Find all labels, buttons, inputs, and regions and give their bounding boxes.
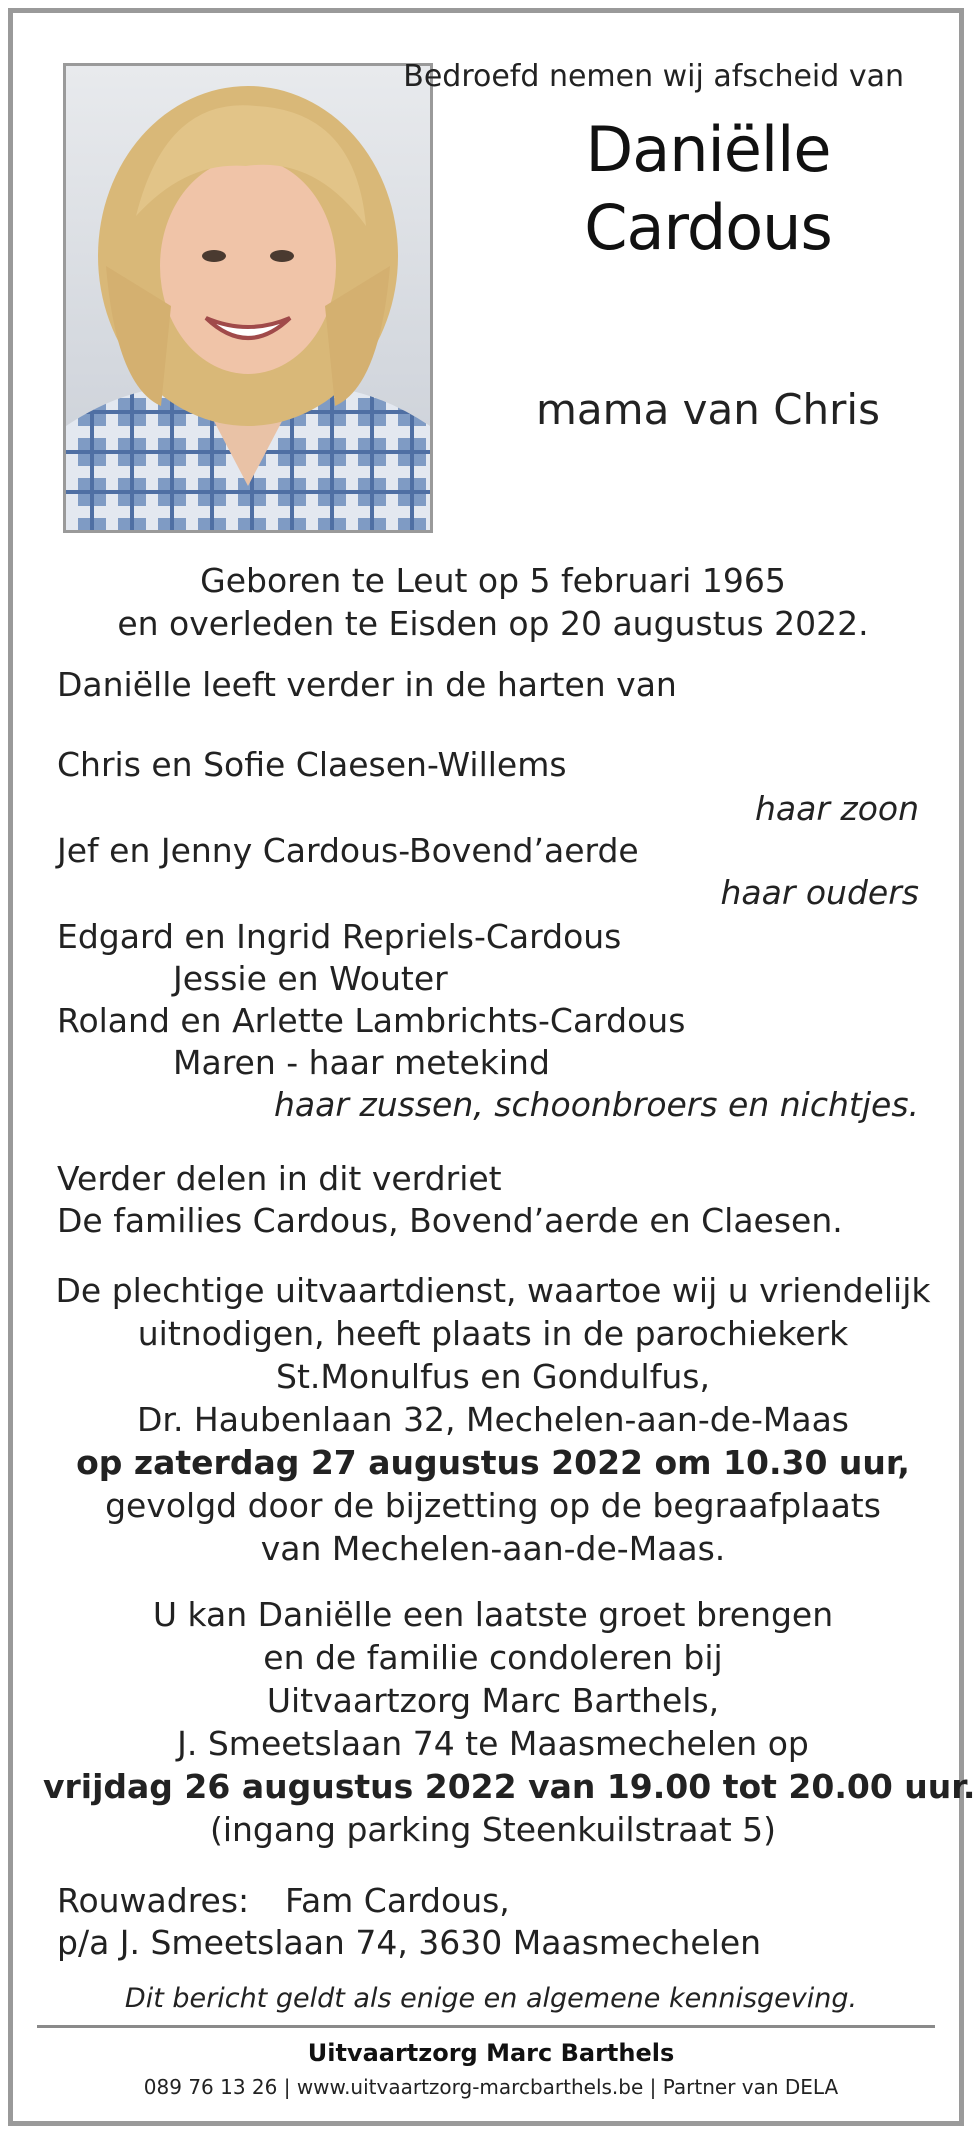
son-role: haar zoon xyxy=(754,789,919,828)
service-line-2: uitnodigen, heeft plaats in de parochiekerk xyxy=(137,1314,849,1353)
address-name: Fam Cardous, xyxy=(285,1881,510,1920)
visit-date: vrijdag 26 augustus 2022 van 19.00 tot 20.00 uur. xyxy=(43,1767,976,1806)
service-line-3: St.Monulfus en Gondulfus, xyxy=(276,1357,710,1396)
first-name: Daniëlle xyxy=(585,113,831,186)
footer-divider xyxy=(37,2025,935,2028)
son-names: Chris en Sofie Claesen-Willems xyxy=(57,745,567,784)
further-line-2: De families Cardous, Bovend’aerde en Claesen. xyxy=(57,1201,843,1240)
birth-death xyxy=(43,559,943,645)
sister2-kids: Maren - haar metekind xyxy=(173,1043,550,1082)
service-line-7: van Mechelen-aan-de-Maas. xyxy=(260,1529,726,1568)
parents-role: haar ouders xyxy=(720,873,919,912)
footer-company: Uitvaartzorg Marc Barthels xyxy=(307,2039,675,2067)
visit-line-1: U kan Daniëlle een laatste groet brengen xyxy=(152,1595,834,1634)
service-line-1: De plechtige uitvaartdienst, waartoe wij u vriendelijk xyxy=(55,1271,931,1310)
sisters-role: haar zussen, schoonbroers en nichtjes. xyxy=(274,1085,919,1124)
sister2-names: Roland en Arlette Lambrichts-Cardous xyxy=(57,1001,686,1040)
service-line-4: Dr. Haubenlaan 32, Mechelen-aan-de-Maas xyxy=(137,1400,849,1439)
visit-line-3: Uitvaartzorg Marc Barthels, xyxy=(266,1681,720,1720)
service-date: op zaterdag 27 augustus 2022 om 10.30 uur, xyxy=(76,1443,910,1482)
visit-block xyxy=(43,1593,976,1851)
sister1-names: Edgard en Ingrid Repriels-Cardous xyxy=(57,917,622,956)
visit-line-2: en de familie condoleren bij xyxy=(263,1638,723,1677)
birth-line: Geboren te Leut op 5 februari 1965 xyxy=(200,561,786,600)
portrait-photo xyxy=(63,63,433,533)
obituary-card xyxy=(8,8,976,2126)
address-label: Rouwadres: xyxy=(57,1881,250,1920)
relation-text: mama van Chris xyxy=(536,385,880,434)
footer-info: 089 76 13 26 | www.uitvaartzorg-marcbarthels.be | Partner van DELA xyxy=(143,2075,839,2099)
portrait-image xyxy=(66,66,430,530)
notice-text: Dit bericht geldt als enige en algemene kennisgeving. xyxy=(124,1983,858,2014)
lives-on-text: Daniëlle leeft verder in de harten van xyxy=(57,665,677,704)
visit-line-4: J. Smeetslaan 74 te Maasmechelen op xyxy=(177,1724,809,1763)
visit-line-6: (ingang parking Steenkuilstraat 5) xyxy=(209,1810,777,1849)
further-line-1: Verder delen in dit verdriet xyxy=(57,1159,502,1198)
parents-names: Jef en Jenny Cardous-Bovend’aerde xyxy=(57,831,639,870)
sister1-kids: Jessie en Wouter xyxy=(173,959,448,998)
address-street: p/a J. Smeetslaan 74, 3630 Maasmechelen xyxy=(57,1923,762,1962)
service-block xyxy=(43,1269,943,1570)
service-line-6: gevolgd door de bijzetting op de begraafplaats xyxy=(105,1486,881,1525)
last-name: Cardous xyxy=(584,191,832,264)
intro-text: Bedroefd nemen wij afscheid van xyxy=(403,59,904,94)
death-line: en overleden te Eisden op 20 augustus 2022. xyxy=(117,604,869,643)
